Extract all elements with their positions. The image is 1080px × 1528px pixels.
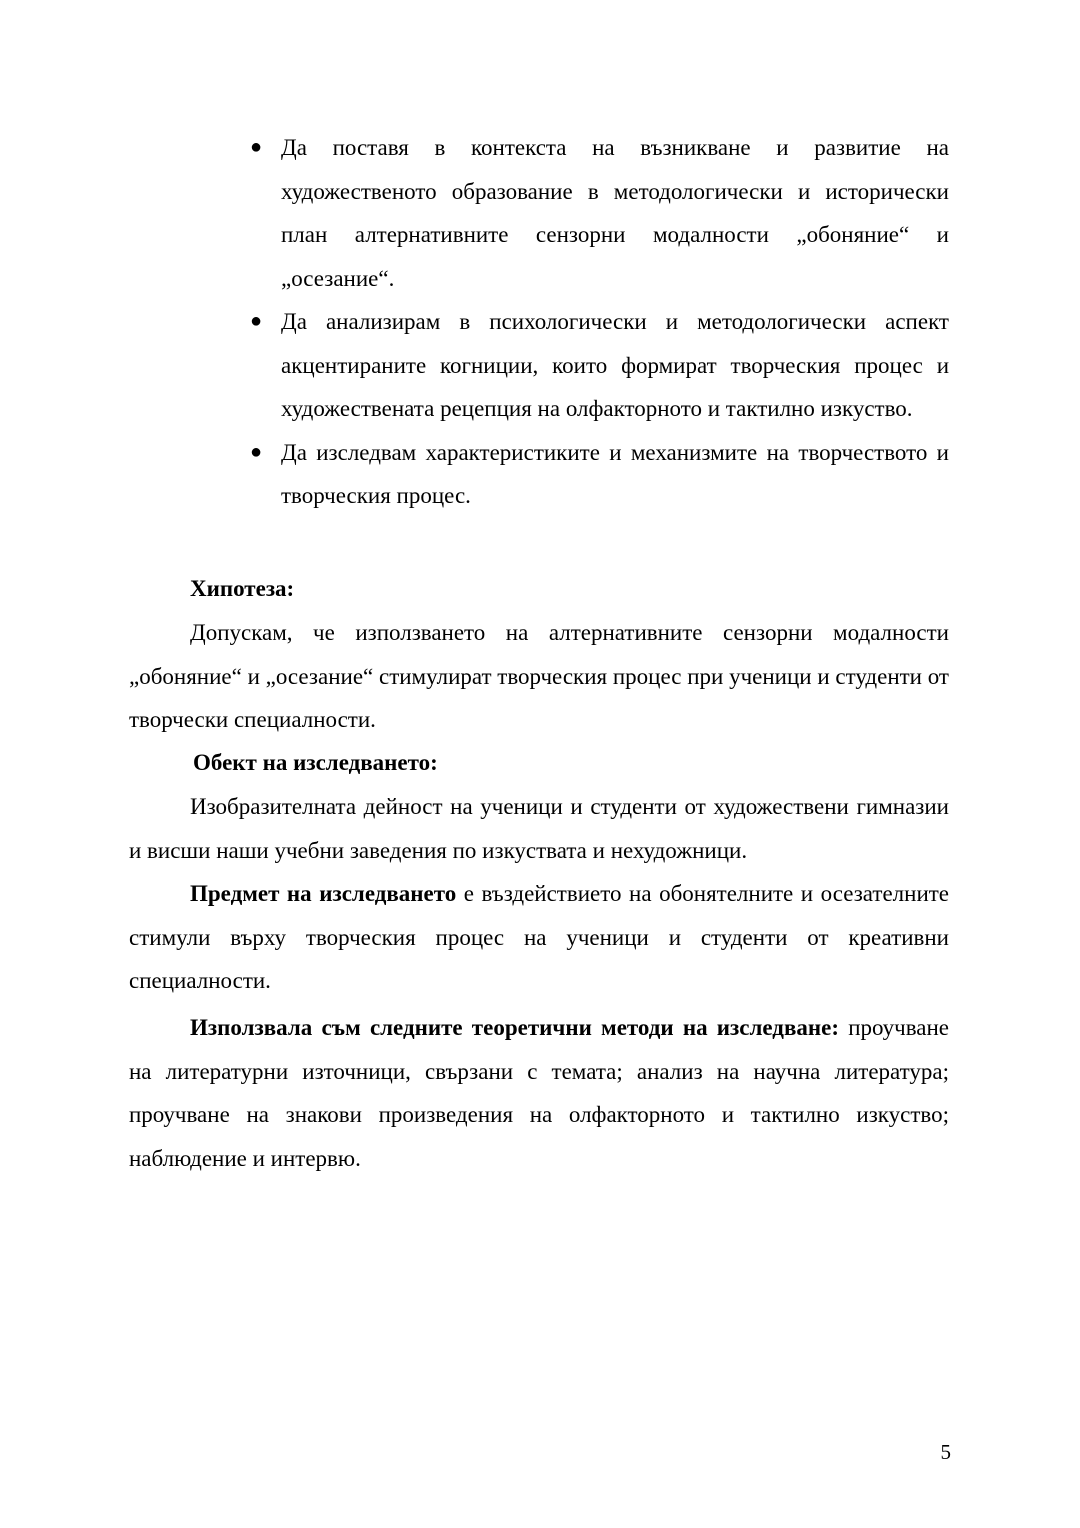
object-text: Изобразителната дейност на ученици и студенти от художествени гимназии и висши наши учебни заведения по изкуствата и нехудожници. — [129, 794, 949, 863]
objective-item — [248, 126, 949, 300]
hypothesis-text: Допускам, че използването на алтернативните сензорни модалности „обоняние“ и „осезание“ стимулират творческия процес при ученици и студенти от творчески специалности. — [129, 620, 949, 732]
methods-bold-lead: Използвала съм следните теоретични методи на изследване: — [190, 1015, 839, 1040]
objective-text: Да анализирам в психологически и методологически аспект акцентираните когниции, които формират творческия процес и художествената рецепция на олфакторното и тактилно изкуство. — [281, 309, 949, 421]
objective-item — [248, 300, 949, 431]
subject-bold-lead: Предмет на изследването — [190, 881, 457, 906]
subject-text: е въздействието на обонятелните и осезателните стимули върху творческия процес на ученици и студенти от креативни специалности. — [129, 881, 950, 993]
hypothesis-heading: Хипотеза: — [190, 576, 295, 601]
bullet-icon: ● — [250, 136, 263, 158]
methods-text: проучване на литературни източници, свързани с темата; анализ на научна литература; проучване на знакови произведения на олфакторното и тактилно изкуство; наблюдение и интервю. — [129, 1015, 949, 1171]
bullet-icon: ● — [250, 440, 263, 463]
objective-text: Да изследвам характеристиките и механизмите на творчеството и творческия процес. — [281, 439, 949, 508]
objectives-list — [248, 126, 949, 518]
object-heading: Обект на изследването: — [193, 750, 438, 775]
bullet-icon: ● — [250, 310, 263, 332]
objective-item — [248, 431, 949, 518]
page-number: 5 — [940, 1440, 951, 1464]
methods-paragraph — [129, 1006, 949, 1180]
objective-text: Да поставя в контекста на възникване и развитие на художественото образование в методологически и исторически план алтернативните сензорни модалности „обоняние“ и „осезание“. — [281, 135, 949, 291]
subject-paragraph — [129, 872, 949, 1003]
